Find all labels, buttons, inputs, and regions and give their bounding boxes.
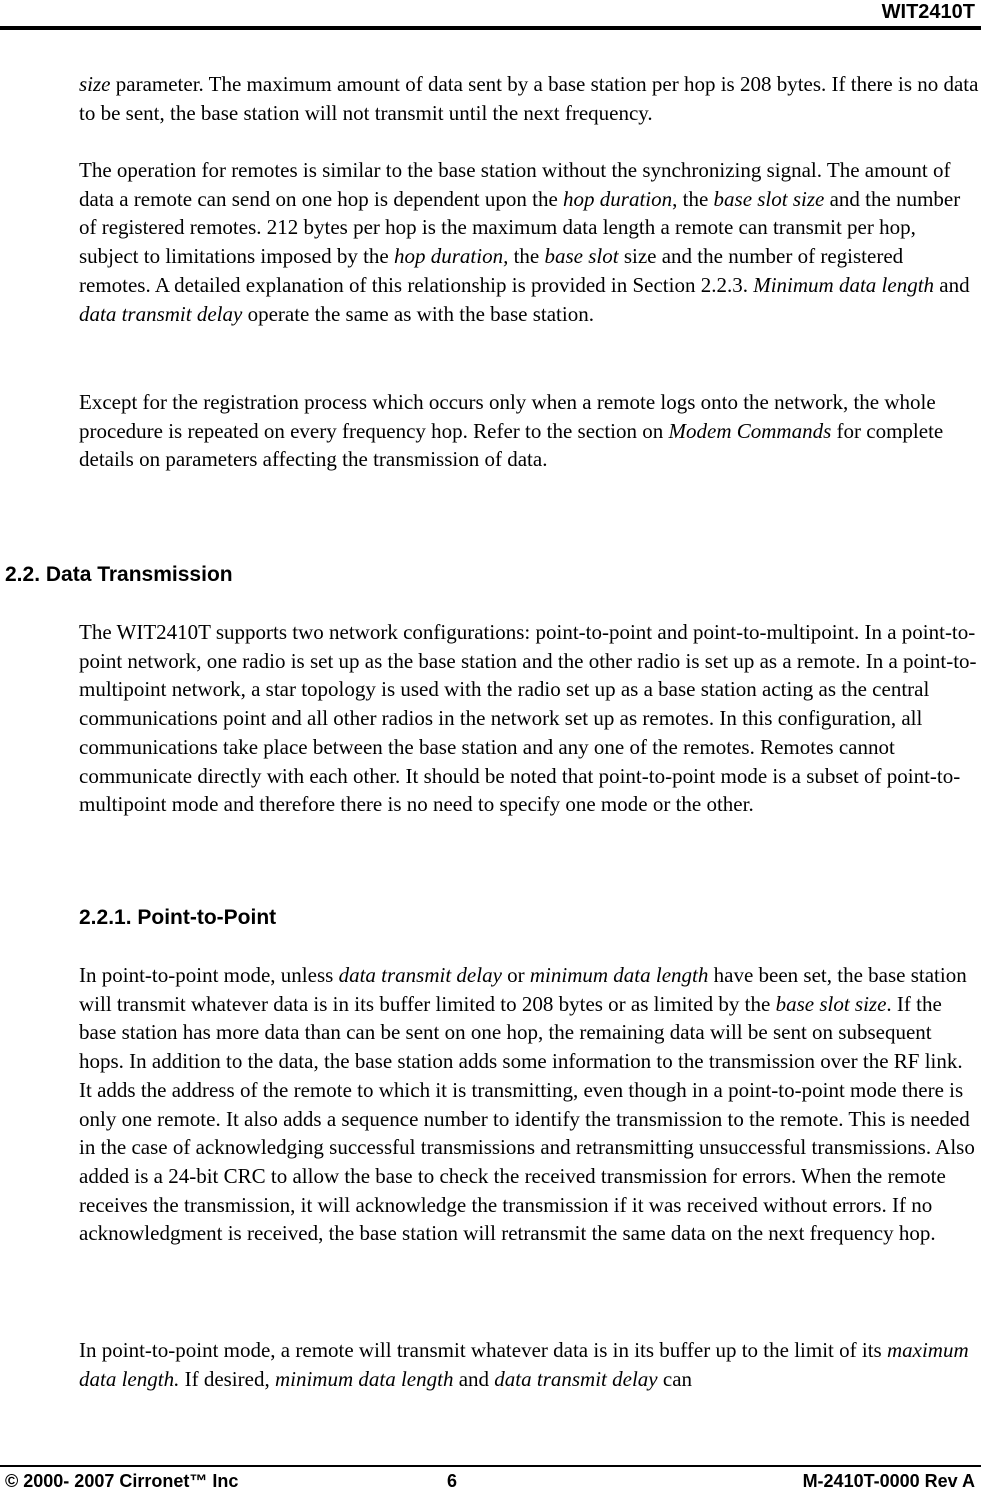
italic-term: data transmit delay [338,963,502,987]
text-run: and the number of registered remotes. 212 bytes per hop is the maximum data length a remote can transmit per hop, subject to limitations imposed by the [79,186,961,269]
italic-term: hop duration [563,186,673,211]
italic-term: base slot size [775,991,887,1016]
italic-term: minimum data length [529,963,709,987]
italic-term: Minimum data length [753,272,935,297]
text-run: In point-to-point mode, a remote will transmit whatever data is in its buffer up to the limit of its [79,1338,887,1362]
text-run: In point-to-point mode, unless [79,963,339,987]
italic-term: hop duration, [393,244,509,269]
text-run: and [453,1366,495,1391]
text-run: and [934,272,970,297]
body-paragraph-2 [79,156,979,328]
text-run: . If the base station has more data than can be sent on one hop, the remaining data will be sent on subsequent hops. In addition to the data, the base station adds some information to the transmission over the RF link. It adds the address of the remote to which it is transmitting, even though in a point-to-point mode there is only one remote. It also adds a sequence number to identify the transmission to the remote. This is needed in the case of acknowledging successful transmissions and retransmitting unsuccessful transmissions. Also added is a 24-bit CRC to allow the base to check the received transmission for errors. When the remote receives the transmission, it will acknowledge the transmission if it was received without errors. If no acknowledgment is received, the base station will retransmit the same data on the next frequency hop. [79,991,975,1246]
body-paragraph-5 [79,961,979,1248]
footer-rule [0,1465,981,1467]
italic-term: maximum data length. [79,1338,969,1391]
footer-page-number: 6 [447,1471,458,1491]
italic-term: data transmit delay [494,1366,658,1391]
text-run: have been set, the base station will transmit whatever data is in its buffer limited to 208 bytes or as limited by the [79,963,967,1016]
text-run: Except for the registration process which occurs only when a remote logs onto the network, the whole procedure is repeated on every frequency hop. Refer to the section on [79,390,936,443]
text-run: If desired, [179,1366,275,1391]
body-paragraph-6 [79,1336,979,1393]
italic-term: base slot [544,244,619,269]
italic-term: Modem Commands [668,418,832,443]
section-heading: 2.2. Data Transmission [5,563,233,586]
text-run: The operation for remotes is similar to the base station without the synchronizing signal. The amount of data a remote can send on one hop is dependent upon the [79,158,951,211]
footer-copyright: © 2000- 2007 Cirronet™ Inc [5,1471,239,1491]
footer-doc-id: M-2410T-0000 Rev A [802,1471,975,1491]
text-run: , the [672,186,714,211]
text-run: operate the same as with the base station. [242,301,594,326]
text-run: for complete details on parameters affecting the transmission of data. [79,418,944,472]
italic-term: size [79,72,111,96]
text-run: can [657,1366,693,1391]
italic-term: data transmit delay [79,301,243,326]
text-run: size and the number of registered remotes. A detailed explanation of this relationship is provided in Section 2.2.3. [79,244,904,297]
body-paragraph-4 [79,618,979,819]
text-run: parameter. The maximum amount of data sent by a base station per hop is 208 bytes. If there is no data to be sent, the base station will not transmit until the next frequency. [79,72,979,125]
italic-term: base slot size [713,186,825,211]
text-run: the [508,244,545,269]
subsection-heading: 2.2.1. Point-to-Point [79,906,277,929]
text-run: The WIT2410T supports two network configurations: point-to-point and point-to-multipoint. In a point-to-point network, one radio is set up as the base station and the other radio is set up as a remote. In a point-to-multipoint network, a star topology is used with the radio set up as a base station acting as the central communications point and all other radios in the network set up as remotes. In this configuration, all communications take place between the base station and any one of the remotes. Remotes cannot communicate directly with each other. It should be noted that point-to-point mode is a subset of point-to-multipoint mode and therefore there is no need to specify one mode or the other. [79,620,977,817]
text-run: or [501,963,530,987]
header-title: WIT2410T [881,1,975,23]
body-paragraph-1 [79,70,979,127]
body-paragraph-3 [79,388,979,474]
italic-term: minimum data length [274,1366,454,1391]
header-rule [0,26,981,30]
